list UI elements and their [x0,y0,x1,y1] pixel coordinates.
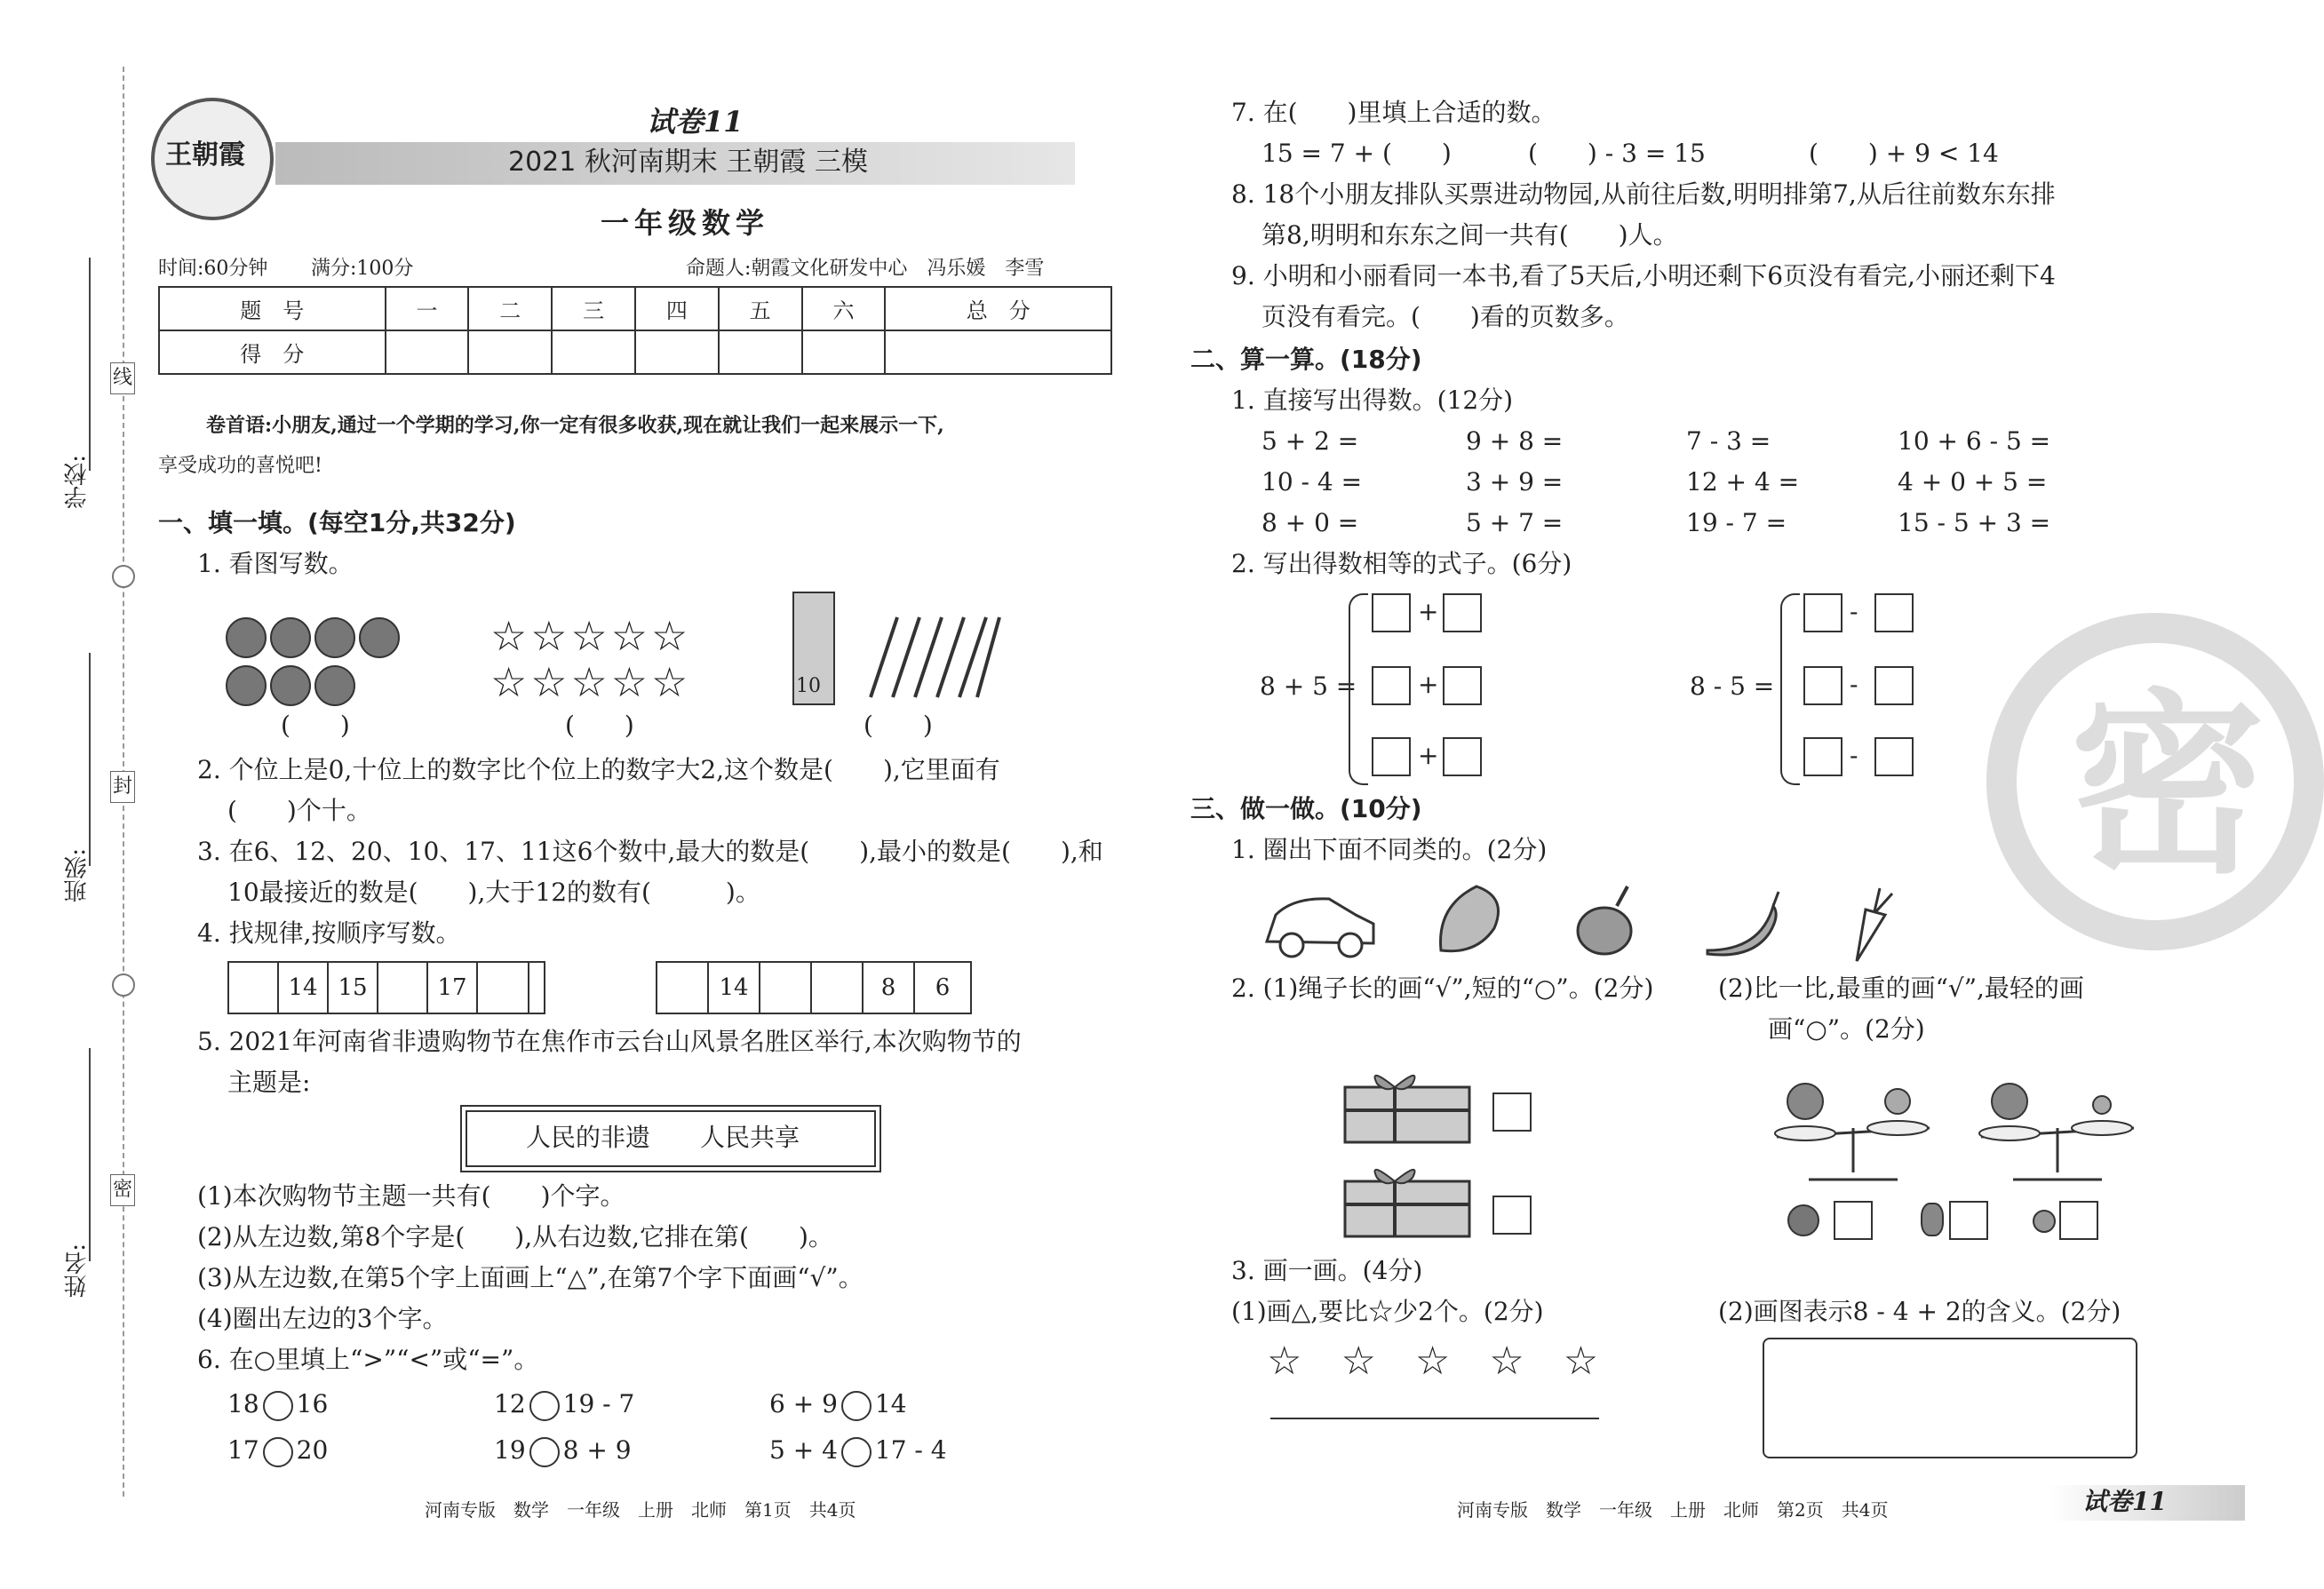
pineapple-icon [1921,1203,1944,1236]
calc-item: 3 + 9 = [1466,467,1564,497]
compare-item[interactable] [494,1435,632,1467]
q8-line-2: 第8,明明和东东之间一共有( )人。 [1261,220,1678,250]
s2-q2-text: 2. 写出得数相等的式子。(6分) [1231,549,1572,578]
exam-time: 时间:60分钟 [158,258,268,280]
plus-sign: + [1418,670,1439,699]
left-expression: 8 + 5 = [1260,671,1357,701]
q1-answer-strawberry[interactable]: ( ) [281,711,350,740]
apple-icon [2033,1210,2056,1233]
star-icon-row: ☆☆☆☆☆ [490,612,692,660]
pepper-icon [1699,888,1787,959]
calc-item: 7 - 3 = [1686,426,1771,456]
calc-item: 9 + 8 = [1466,426,1564,456]
q7-text: 7. 在( )里填上合适的数。 [1231,98,1556,127]
answer-box[interactable] [1372,666,1411,705]
score-row-label: 得 分 [159,330,386,374]
margin-mark-3: 密 [110,1174,135,1206]
seq-cell[interactable] [229,963,279,1013]
compare-item[interactable] [227,1389,328,1421]
score-cell[interactable] [719,330,802,374]
s3-q3-1: (1)画△,要比☆少2个。(2分) [1231,1297,1544,1326]
cmp-right: 16 [296,1389,329,1418]
calc-item: 5 + 7 = [1466,508,1564,537]
calc-item: 5 + 2 = [1261,426,1359,456]
compare-item[interactable] [494,1389,634,1421]
cmp-left: 18 [227,1389,259,1418]
calc-item: 19 - 7 = [1686,508,1787,537]
score-cell[interactable] [885,330,1111,374]
q1-answer-pencil[interactable]: ( ) [864,711,933,740]
section2-title: 二、算一算。(18分) [1190,345,1422,374]
q5-sub-1: (1)本次购物节主题一共有( )个字。 [197,1181,625,1211]
watermark-char: 密 [2070,670,2266,900]
score-header-cell: 一 [386,287,469,330]
margin-name-label: 姓名: [64,1243,91,1298]
eggplant-icon [1572,879,1644,959]
score-header-cell: 题 号 [159,287,386,330]
score-cell[interactable] [386,330,469,374]
q1-text: 1. 看图写数。 [197,549,354,578]
seq-cell: 15 [329,963,378,1013]
seal-watermark [1986,613,2324,950]
theme-box [466,1110,876,1167]
authors: 命题人:朝霞文化研发中心 冯乐媛 李雪 [686,258,1045,280]
calc-item: 8 + 0 = [1261,508,1359,537]
answer-box[interactable] [1492,1092,1532,1132]
answer-box[interactable] [1443,593,1482,632]
seq-cell[interactable] [812,963,864,1013]
score-header-cell: 六 [802,287,886,330]
q4-text: 4. 找规律,按顺序写数。 [197,918,461,948]
compare-circle[interactable] [529,1391,560,1421]
sequence-2 [656,961,972,1014]
s3-q3-text: 3. 画一画。(4分) [1231,1256,1423,1285]
radish-icon [1839,885,1901,965]
q7-c: ( ) + 9 < 14 [1809,139,1999,168]
answer-box[interactable] [2059,1201,2098,1240]
seq-cell: 17 [428,963,478,1013]
answer-box[interactable] [1372,593,1411,632]
right-expression: 8 - 5 = [1690,671,1775,701]
paper-label: 试卷11 [647,105,744,139]
compare-item[interactable] [769,1435,947,1467]
score-cell[interactable] [468,330,552,374]
answer-box[interactable] [1803,737,1842,776]
calc-item: 10 + 6 - 5 = [1898,426,2051,456]
score-table [158,286,1112,375]
q2-line-1: 2. 个位上是0,十位上的数字比个位上的数字大2,这个数是( ),它里面有 [197,755,1000,784]
q5-sub-3: (3)从左边数,在第5个字上面画上“△”,在第7个字下面画“√”。 [197,1263,864,1292]
seq-cell: 14 [279,963,329,1013]
section3-title: 三、做一做。(10分) [1190,794,1422,823]
score-header-cell: 三 [552,287,635,330]
compare-circle[interactable] [841,1391,872,1421]
answer-box[interactable] [1834,1201,1873,1240]
margin-hole-icon [112,565,135,588]
plus-sign: + [1418,741,1439,770]
draw-answer-box[interactable] [1763,1338,2137,1458]
star-icon-row: ☆☆☆☆☆ [490,658,692,706]
score-header-cell: 总 分 [885,287,1111,330]
score-header-cell: 四 [635,287,719,330]
answer-box[interactable] [1372,737,1411,776]
gift-box-short-ribbon-icon [1341,1160,1475,1240]
footer-left: 河南专版 数学 一年级 上册 北师 第1页 共4页 [425,1499,856,1521]
compare-circle[interactable] [263,1391,293,1421]
margin-mark-2: 封 [110,771,135,803]
exam-title: 2021 秋河南期末 王朝霞 三模 [508,147,868,178]
score-header-cell: 二 [468,287,552,330]
cmp-left: 6 + 9 [769,1389,838,1418]
s3-q1-text: 1. 圈出下面不同类的。(2分) [1231,835,1548,864]
footer-tag: 试卷11 [2082,1487,2167,1516]
logo-emblem [151,98,274,220]
seq-cell[interactable] [478,963,529,1013]
calc-item: 10 - 4 = [1261,467,1363,497]
answer-box[interactable] [1949,1201,1988,1240]
margin-hole-icon [112,973,135,997]
cmp-right: 8 + 9 [562,1435,632,1465]
margin-school-label: 学校: [64,455,91,509]
margin-name-line [89,1048,91,1261]
q7-b: ( ) - 3 = 15 [1528,139,1706,168]
intro-line-1: 卷首语:小朋友,通过一个学期的学习,你一定有很多收获,现在就让我们一起来展示一下, [206,414,944,437]
q3-line-2: 10最接近的数是( ),大于12的数有( )。 [227,878,760,907]
compare-circle[interactable] [529,1437,560,1467]
score-cell[interactable] [802,330,886,374]
s3-q2-2b: 画“○”。(2分) [1768,1014,1925,1044]
cmp-right: 20 [296,1435,329,1465]
q6-text: 6. 在○里填上“>”“<”或“=”。 [197,1345,539,1374]
compare-circle[interactable] [841,1437,872,1467]
watermelon-icon [1787,1204,1819,1236]
seq-cell[interactable] [529,963,544,1013]
margin-mark-1: 线 [110,362,135,394]
cmp-left: 17 [227,1435,259,1465]
compare-item[interactable] [769,1389,907,1421]
seq-cell: 8 [864,963,915,1013]
seq-cell[interactable] [760,963,812,1013]
margin-class-label: 班级: [64,848,91,902]
subject-title: 一年级数学 [601,206,770,240]
cmp-right: 19 - 7 [562,1389,635,1418]
footer-right: 河南专版 数学 一年级 上册 北师 第2页 共4页 [1457,1499,1889,1521]
minus-sign: - [1850,670,1858,699]
theme-text: 人民的非遗 人民共享 [526,1123,800,1152]
q8-line-1: 8. 18个小朋友排队买票进动物园,从前往后数,明明排第7,从后往前数东东排 [1231,179,2056,209]
seq-cell: 14 [709,963,760,1013]
q5-line-2: 主题是: [227,1068,311,1097]
margin-class-line [89,653,91,866]
star-row: ☆ ☆ ☆ ☆ ☆ [1267,1339,1599,1384]
answer-box[interactable] [1443,737,1482,776]
q5-sub-4: (4)圈出左边的3个字。 [197,1304,448,1333]
answer-box[interactable] [1874,593,1914,632]
seq-cell[interactable] [657,963,709,1013]
balance-scale-icon [1773,1075,1933,1190]
q9-line-2: 页没有看完。( )看的页数多。 [1261,302,1629,331]
seq-cell: 6 [935,974,951,1001]
right-brace [1780,593,1800,785]
q5-sub-2: (2)从左边数,第8个字是( ),从右边数,它排在第( )。 [197,1222,833,1251]
score-cell[interactable] [635,330,719,374]
compare-circle[interactable] [263,1437,293,1467]
full-score: 满分:100分 [311,258,414,280]
q7-a: 15 = 7 + ( ) [1261,139,1452,168]
s2-q1-text: 1. 直接写出得数。(12分) [1231,385,1514,415]
pencil-box-label: 10 [796,675,821,697]
q3-line-1: 3. 在6、12、20、10、17、11这6个数中,最大的数是( ),最小的数是( ),和 [197,837,1103,866]
draw-answer-line[interactable] [1270,1418,1599,1419]
logo-text: 王朝霞 [165,139,245,171]
calc-item: 15 - 5 + 3 = [1898,508,2051,537]
margin-school-line [89,258,91,471]
star-group [490,613,714,711]
minus-sign: - [1850,597,1858,626]
sequence-1 [227,961,545,1014]
car-icon [1258,888,1382,963]
cmp-right: 14 [874,1389,907,1418]
balance-scale-icon [1978,1075,2137,1190]
s3-q3-2: (2)画图表示8 - 4 + 2的含义。(2分) [1718,1297,2121,1326]
score-cell[interactable] [552,330,635,374]
answer-box[interactable] [1803,666,1842,705]
calc-item: 12 + 4 = [1686,467,1800,497]
seq-cell[interactable] [378,963,428,1013]
gift-box-long-ribbon-icon [1341,1066,1475,1146]
strawberry-group [224,613,410,711]
pencil-group-icon [844,613,1004,702]
cmp-left: 12 [494,1389,526,1418]
answer-box[interactable] [1874,666,1914,705]
q5-line-1: 5. 2021年河南省非遗购物节在焦作市云台山风景名胜区举行,本次购物节的 [197,1027,1022,1056]
answer-box[interactable] [1874,737,1914,776]
cmp-left: 5 + 4 [769,1435,838,1465]
compare-item[interactable] [227,1435,328,1467]
minus-sign: - [1850,741,1858,770]
intro-line-2: 享受成功的喜悦吧! [158,455,322,477]
s3-q2-1: 2. (1)绳子长的画“√”,短的“○”。(2分) [1231,973,1654,1003]
s3-q2-2a: (2)比一比,最重的画“√”,最轻的画 [1718,973,2084,1003]
answer-box[interactable] [1492,1196,1532,1235]
answer-box[interactable] [1443,666,1482,705]
cmp-left: 19 [494,1435,526,1465]
answer-box[interactable] [1803,593,1842,632]
score-header-cell: 五 [719,287,802,330]
q1-answer-star[interactable]: ( ) [565,711,634,740]
q9-line-1: 9. 小明和小丽看同一本书,看了5天后,小明还剩下6页没有看完,小丽还剩下4 [1231,261,2056,290]
q2-line-2: ( )个十。 [227,796,371,825]
cabbage-icon [1432,879,1512,959]
section1-title: 一、填一填。(每空1分,共32分) [158,508,516,537]
plus-sign: + [1418,597,1439,626]
calc-item: 4 + 0 + 5 = [1898,467,2048,497]
pencil-box-icon [792,592,835,705]
cmp-right: 17 - 4 [874,1435,947,1465]
left-brace [1349,593,1368,785]
